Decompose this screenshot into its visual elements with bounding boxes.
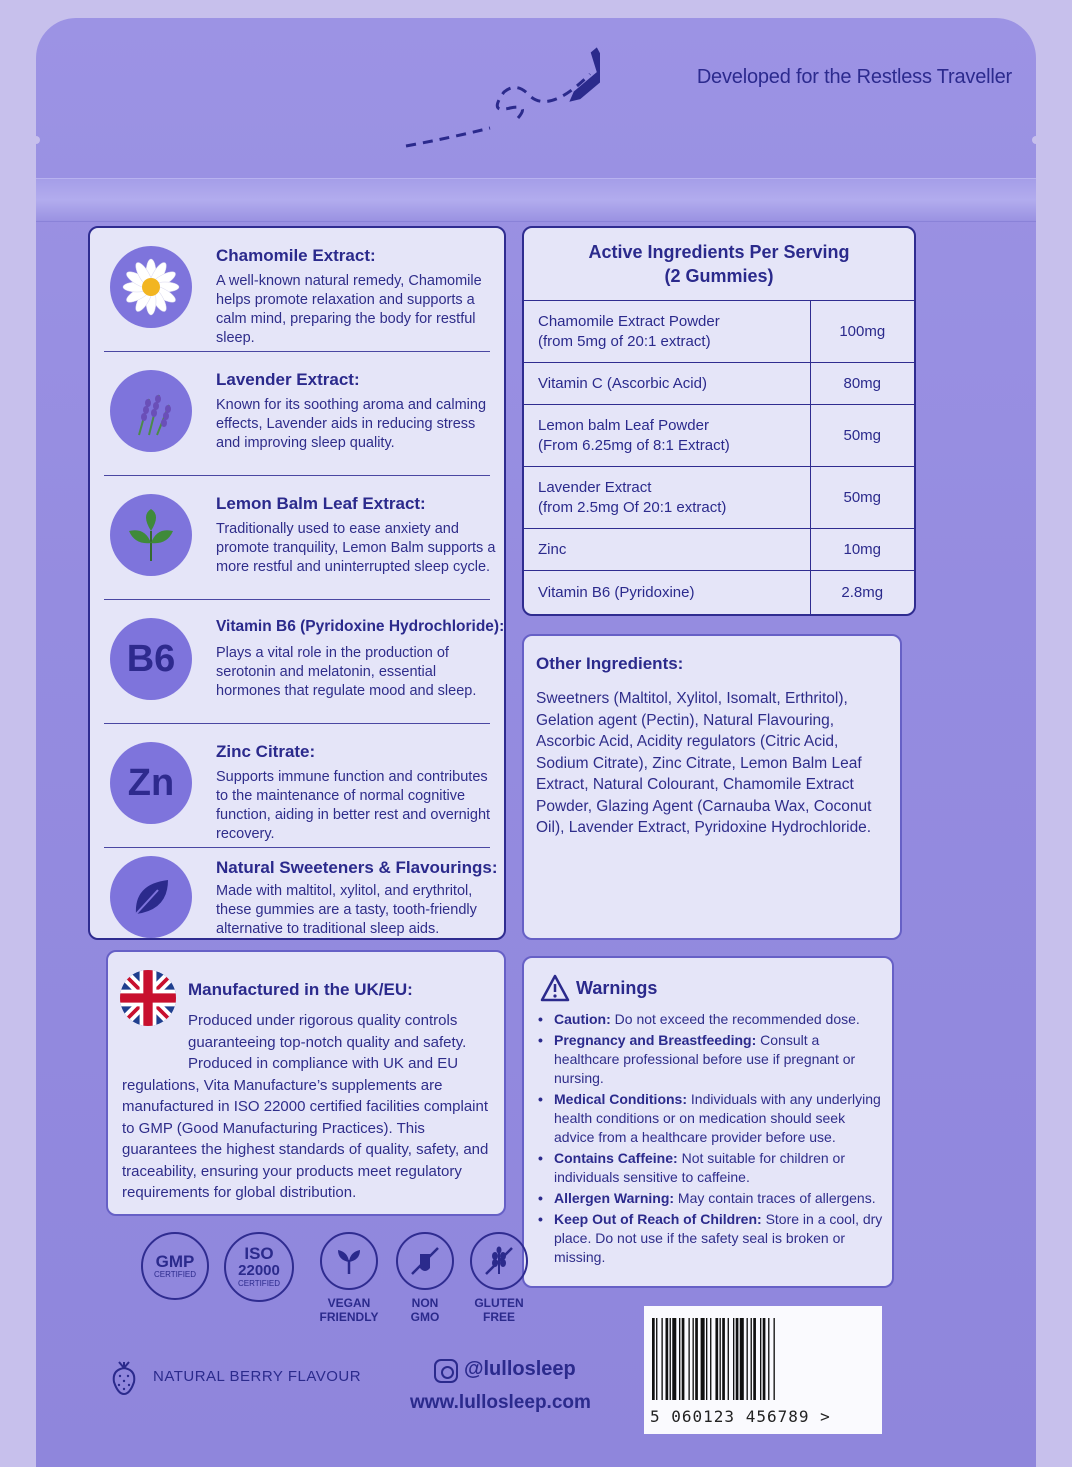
- non-gmo-badge: [394, 1232, 456, 1324]
- benefit-title: Vitamin B6 (Pyridoxine Hydrochloride):: [216, 618, 505, 635]
- barcode-bar: [753, 1318, 756, 1400]
- warning-label: Allergen Warning:: [554, 1190, 675, 1206]
- table-row: [524, 405, 914, 467]
- benefits-panel: [88, 226, 506, 940]
- flavour-label: NATURAL BERRY FLAVOUR: [153, 1368, 362, 1385]
- table-row: [524, 363, 914, 405]
- ingredient-name: Vitamin C (Ascorbic Acid): [524, 363, 810, 405]
- website-link[interactable]: www.lullosleep.com: [410, 1392, 591, 1413]
- tear-notch-right: [1032, 136, 1040, 144]
- barcode-bar: [747, 1318, 748, 1400]
- badge-caption: [394, 1296, 456, 1324]
- benefit-title: Zinc Citrate:: [216, 742, 316, 761]
- benefit-item-chamomile: [104, 228, 490, 352]
- badge-small-text: CERTIFIED: [153, 1269, 197, 1279]
- tear-notch-left: [32, 136, 40, 144]
- benefit-item-zinc: [104, 724, 490, 848]
- benefit-title: Lavender Extract:: [216, 370, 360, 389]
- ingredient-name: Vitamin B6 (Pyridoxine): [524, 571, 810, 615]
- manufactured-text: [122, 1010, 502, 1204]
- ingredients-table: [524, 300, 914, 615]
- ingredient-name-text: Chamomile Extract Powder: [538, 312, 720, 330]
- barcode-bar: [672, 1318, 676, 1400]
- table-row: [524, 467, 914, 529]
- barcode-bar: [682, 1318, 685, 1400]
- ingredient-amount: 10mg: [810, 529, 914, 571]
- badge-caption: [468, 1296, 530, 1324]
- barcode-bar: [679, 1318, 680, 1400]
- warning-text: Do not exceed the recommended dose.: [610, 1011, 860, 1027]
- barcode-bar: [774, 1318, 775, 1400]
- table-title-line1: Active Ingredients Per Serving: [588, 242, 850, 262]
- barcode-bar: [736, 1318, 739, 1400]
- instagram-handle[interactable]: @lullosleep: [464, 1358, 576, 1380]
- other-ingredients-text: Sweetners (Maltitol, Xylitol, Isomalt, Erthritol), Gelation agent (Pectin), Natural Flavouring, Ascorbic Acid, Acidity regulators (Citric Acid, Sodium Citrate), Zinc Citrate, Lemon Balm Leaf Extract, Natural Colourant, Chamomile Extract Powder, Glazing Agent (Carnauba Wax, Coconut Oil), Lavender Extract, Pyridoxine Hydrochloride.: [536, 690, 872, 836]
- benefit-item-vitamin-b6: [104, 600, 505, 724]
- instagram-icon: [434, 1359, 458, 1383]
- leaf-icon: [110, 856, 192, 938]
- benefit-text: Supports immune function and contributes to the maintenance of normal cognitive function, aiding in better rest and overnight recovery.: [216, 769, 491, 842]
- badge-caption-line2: FREE: [482, 1310, 515, 1324]
- list-item: [538, 1010, 888, 1029]
- barcode-bar: [722, 1318, 725, 1400]
- warnings-panel: [522, 956, 894, 1288]
- zinc-icon: Zn: [110, 742, 192, 824]
- ingredient-amount: 50mg: [810, 405, 914, 467]
- warning-label: Pregnancy and Breastfeeding:: [554, 1032, 757, 1048]
- ingredient-sub-text: (from 5mg of 20:1 extract): [538, 332, 711, 350]
- benefit-text: Made with maltitol, xylitol, and erythritol, these gummies are a tasty, tooth-friendly alternative to traditional sleep aids.: [216, 883, 477, 937]
- vegan-badge: [318, 1232, 380, 1324]
- non-gmo-icon: [396, 1232, 454, 1290]
- table-title-line2: (2 Gummies): [664, 266, 774, 286]
- ingredient-sub-text: (From 6.25mg of 8:1 Extract): [538, 436, 730, 454]
- benefit-text: Plays a vital role in the production of serotonin and melatonin, essential hormones that regulate mood and sleep.: [216, 645, 477, 699]
- benefit-title: Natural Sweeteners & Flavourings:: [216, 858, 498, 877]
- table-row: [524, 301, 914, 363]
- manufactured-text-indented: Produced under rigorous quality controls guaranteeing top-notch quality and safety. Produced in compliance with UK and EU: [188, 1012, 467, 1072]
- gmp-badge-ring: [141, 1232, 209, 1300]
- ingredient-name: [524, 301, 810, 363]
- barcode-bar: [760, 1318, 761, 1400]
- table-row: [524, 529, 914, 571]
- berry-icon: [110, 1360, 138, 1396]
- barcode-bar: [763, 1318, 766, 1400]
- barcode-bar: [715, 1318, 718, 1400]
- barcode-bar: [728, 1318, 729, 1400]
- barcode-bar: [661, 1318, 662, 1400]
- ingredient-sub-text: (from 2.5mg Of 20:1 extract): [538, 498, 727, 516]
- list-item: [538, 1210, 888, 1267]
- badge-caption-line2: FRIENDLY: [319, 1310, 379, 1324]
- table-row: [524, 571, 914, 615]
- warning-label: Medical Conditions:: [554, 1091, 687, 1107]
- barcode-bar: [706, 1318, 707, 1400]
- ingredient-name-text: Lavender Extract: [538, 478, 652, 496]
- gmp-badge: [144, 1232, 206, 1300]
- benefit-title: Lemon Balm Leaf Extract:: [216, 494, 426, 513]
- benefit-title: Chamomile Extract:: [216, 246, 376, 265]
- list-item: [538, 1189, 888, 1208]
- lemon-balm-leaf-icon: [110, 494, 192, 576]
- ingredient-amount: 80mg: [810, 363, 914, 405]
- ingredient-name: [524, 405, 810, 467]
- list-item: [538, 1031, 888, 1088]
- ingredient-amount: 100mg: [810, 301, 914, 363]
- warning-label: Contains Caffeine:: [554, 1150, 678, 1166]
- barcode-bar: [652, 1318, 655, 1400]
- barcode: [644, 1306, 882, 1434]
- barcode-bar: [740, 1318, 744, 1400]
- barcode-bar: [656, 1318, 657, 1400]
- barcode-bar: [751, 1318, 752, 1400]
- manufactured-title: Manufactured in the UK/EU:: [188, 980, 413, 999]
- chamomile-flower-icon: [110, 246, 192, 328]
- badge-big-text-2: 22000: [238, 1262, 280, 1279]
- table-title: [524, 228, 914, 300]
- other-ingredients-panel: [522, 634, 902, 940]
- manufactured-panel: [106, 950, 506, 1216]
- list-item: [538, 1149, 888, 1187]
- benefit-item-sweeteners: [104, 848, 498, 942]
- tagline: Developed for the Restless Traveller: [696, 66, 1012, 88]
- badge-caption-line2: GMO: [410, 1310, 440, 1324]
- warning-text: May contain traces of allergens.: [674, 1190, 876, 1206]
- badge-small-text: CERTIFIED: [237, 1279, 281, 1288]
- barcode-bar: [695, 1318, 698, 1400]
- badge-caption-line1: GLUTEN: [474, 1296, 524, 1310]
- badge-caption-line1: VEGAN: [327, 1296, 371, 1310]
- barcode-bar: [701, 1318, 705, 1400]
- lavender-icon: [110, 370, 192, 452]
- barcode-bar: [688, 1318, 689, 1400]
- manufactured-text-body: regulations, Vita Manufacture’s supplements are manufactured in ISO 22000 certified facilities complaint to GMP (Good Manufacturing Practices). This guarantees the highest standards of quality, safety, and traceability, ensuring your products meet regulatory requirements for global distribution.: [122, 1076, 489, 1201]
- warning-text: Individuals with any underlying health conditions or on medication should seek advice from a healthcare provider before use.: [554, 1091, 881, 1145]
- vegan-leaf-icon: [320, 1232, 378, 1290]
- barcode-bar: [720, 1318, 721, 1400]
- barcode-bar: [710, 1318, 711, 1400]
- badge-big-text: GMP: [155, 1251, 195, 1271]
- benefit-text: Traditionally used to ease anxiety and promote tranquility, Lemon Balm supports a more restful and uninterrupted sleep cycle.: [216, 521, 496, 575]
- airplane-icon: [360, 34, 600, 154]
- ingredient-amount: 2.8mg: [810, 571, 914, 615]
- barcode-bar: [693, 1318, 694, 1400]
- barcode-bar: [733, 1318, 734, 1400]
- iso-badge: [228, 1232, 290, 1302]
- gluten-free-badge: [468, 1232, 530, 1324]
- barcode-bar: [670, 1318, 671, 1400]
- barcode-bar: [666, 1318, 669, 1400]
- warnings-list: [538, 1010, 888, 1269]
- gluten-free-icon: [470, 1232, 528, 1290]
- ingredient-name: [524, 467, 810, 529]
- zip-seal: [36, 178, 1036, 222]
- badge-big-text: ISO: [244, 1244, 274, 1263]
- warning-text: Consult a healthcare professional before use if pregnant or nursing.: [554, 1032, 856, 1086]
- active-ingredients-table: [522, 226, 916, 616]
- badge-caption: [318, 1296, 380, 1324]
- benefit-item-lemon-balm: [104, 476, 496, 600]
- badge-caption-line1: NON: [411, 1296, 439, 1310]
- warning-label: Caution:: [554, 1011, 611, 1027]
- barcode-bar: [768, 1318, 769, 1400]
- ingredient-name-text: Lemon balm Leaf Powder: [538, 416, 709, 434]
- ingredient-amount: 50mg: [810, 467, 914, 529]
- warning-text: Store in a cool, dry place. Do not use if the safety seal is broken or missing.: [554, 1211, 883, 1265]
- warning-triangle-icon: [540, 974, 570, 1002]
- warning-text: Not suitable for children or individuals sensitive to caffeine.: [554, 1150, 845, 1185]
- ingredient-name: Zinc: [524, 529, 810, 571]
- other-ingredients-title: Other Ingredients:: [536, 654, 684, 673]
- certification-badges: [110, 1232, 530, 1352]
- barcode-number: 5 060123 456789 >: [650, 1407, 831, 1426]
- iso-badge-ring: [224, 1232, 294, 1302]
- vitamin-b6-icon: B6: [110, 618, 192, 700]
- list-item: [538, 1090, 888, 1147]
- warning-label: Keep Out of Reach of Children:: [554, 1211, 762, 1227]
- benefit-text: A well-known natural remedy, Chamomile helps promote relaxation and supports a calm mind, preparing the body for restful sleep.: [216, 273, 482, 346]
- warnings-title: Warnings: [576, 978, 658, 998]
- benefit-text: Known for its soothing aroma and calming effects, Lavender aids in reducing stress and improving sleep quality.: [216, 397, 487, 451]
- benefit-item-lavender: [104, 352, 490, 476]
- barcode-bars: [650, 1318, 876, 1400]
